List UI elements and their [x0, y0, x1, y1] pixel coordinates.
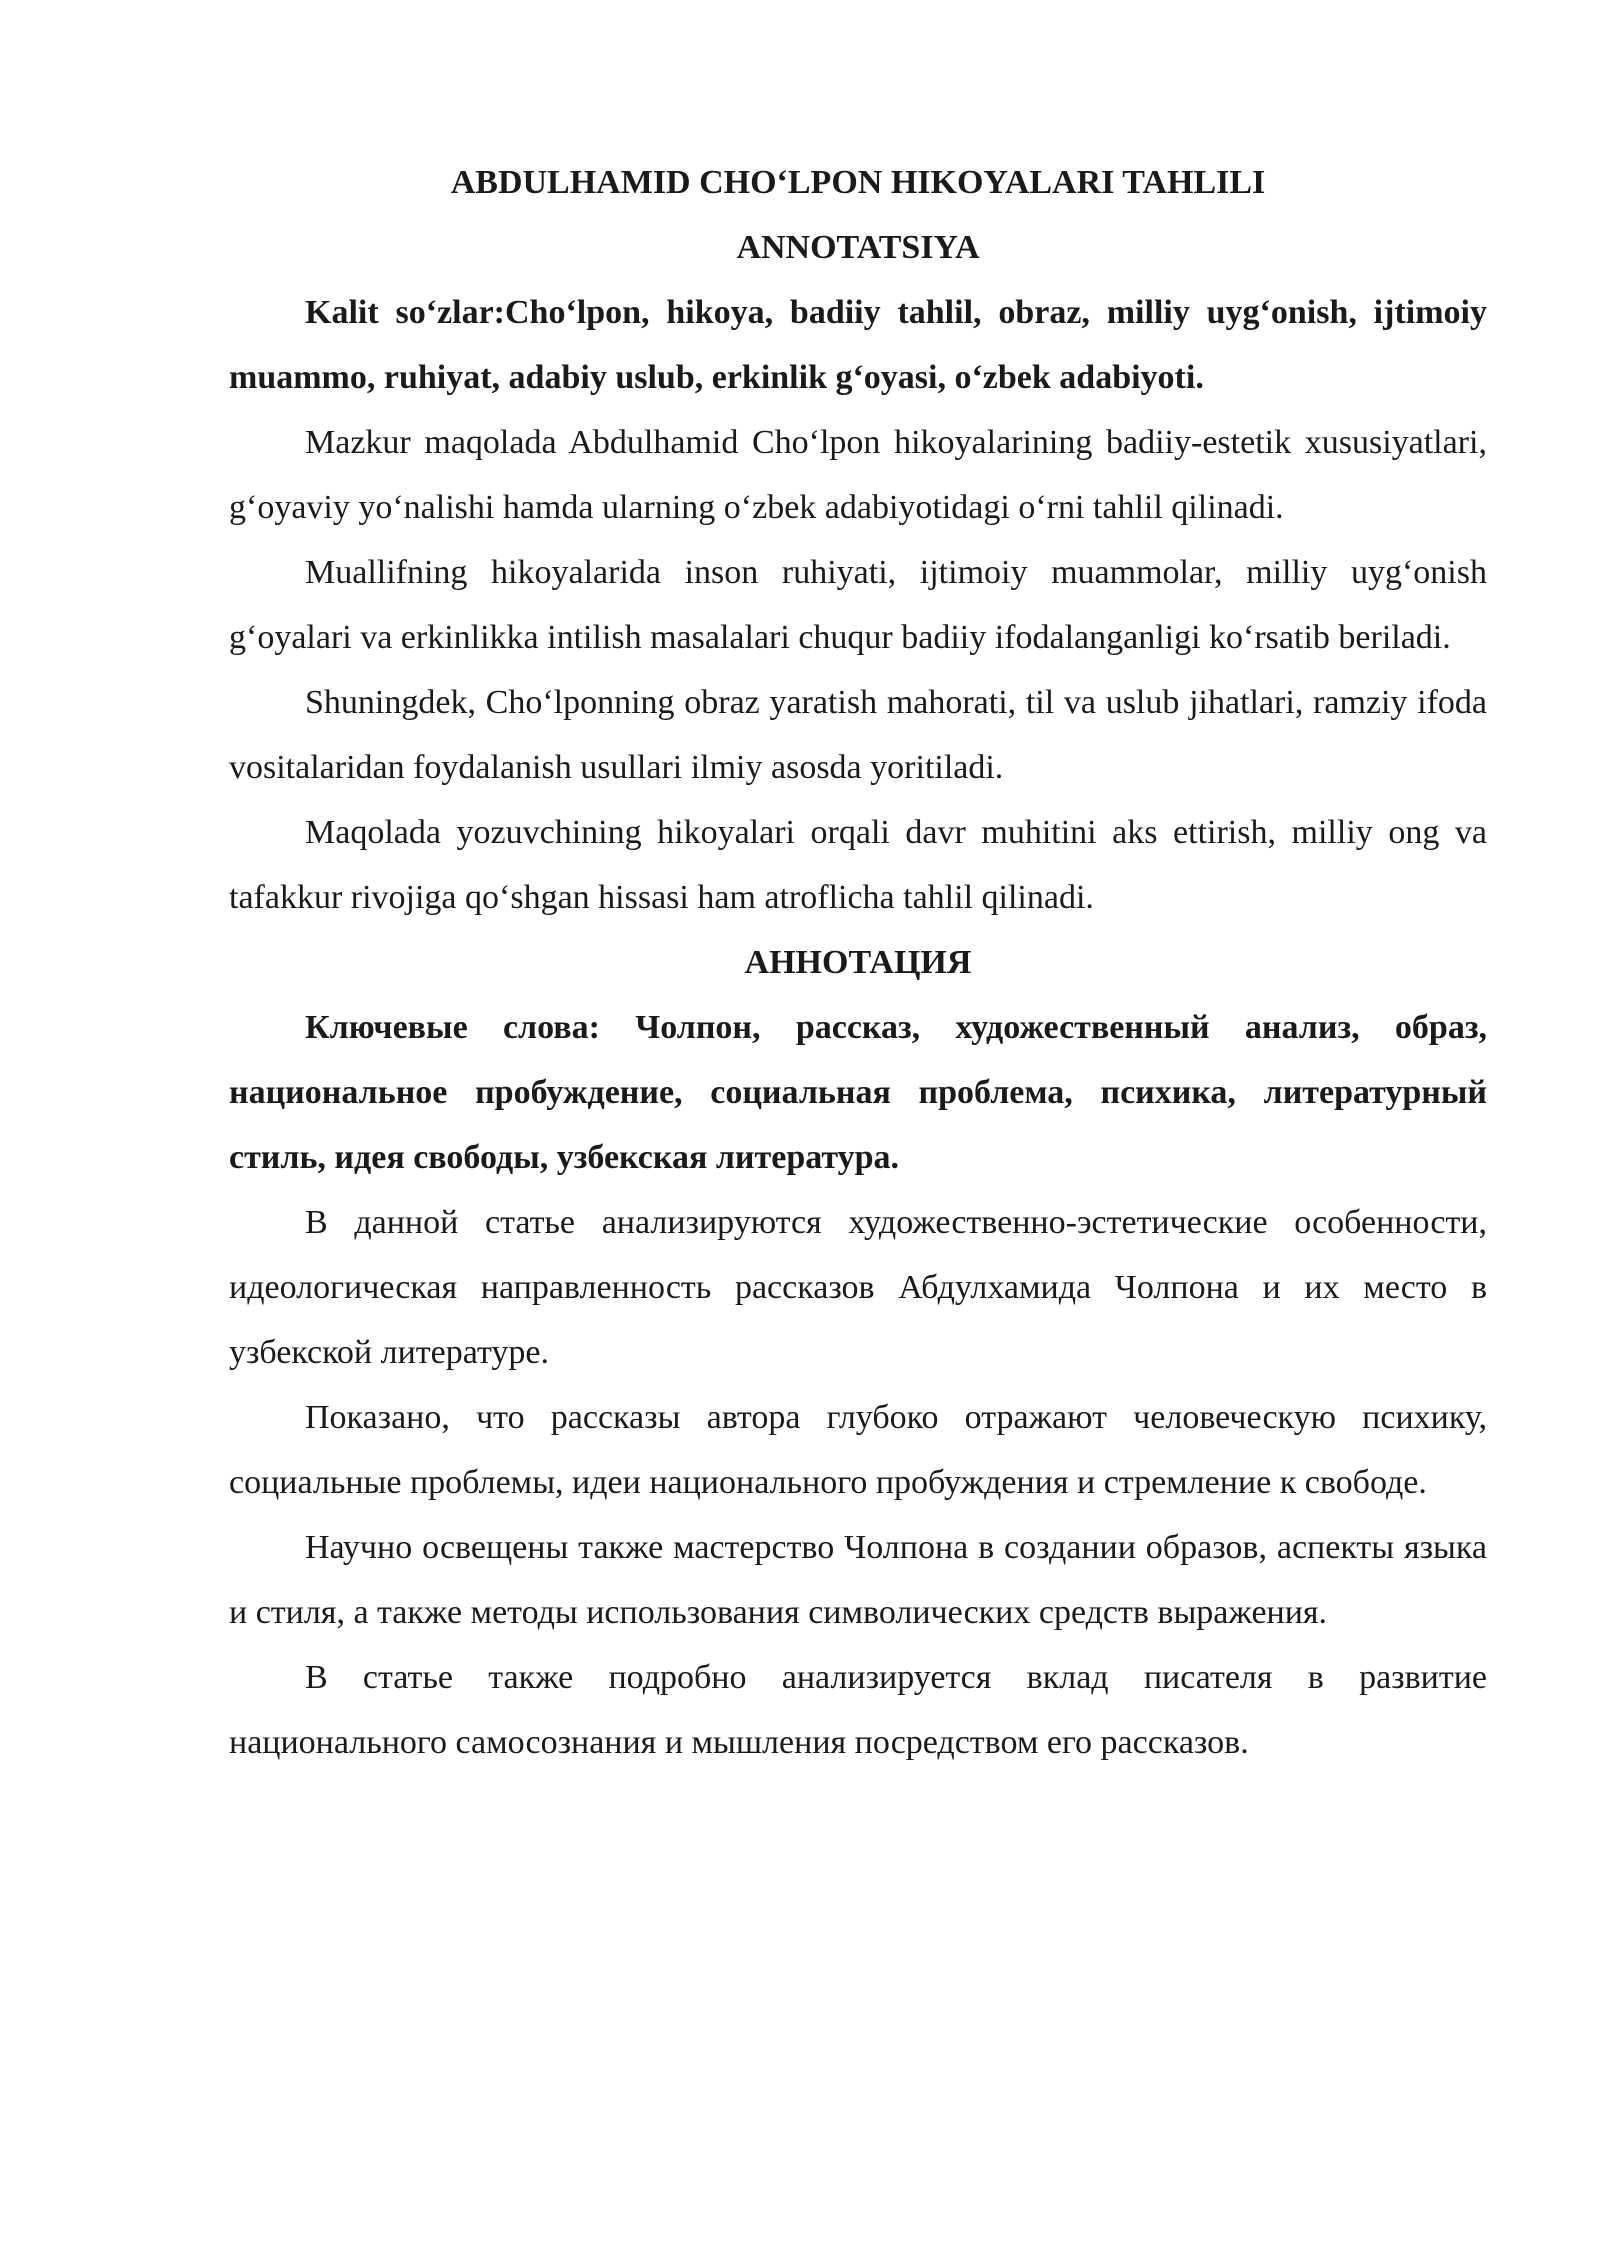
document-page — [229, 150, 1487, 1775]
uz-paragraph-4: Maqolada yozuvchining hikoyalari orqali davr muhitini aks ettirish, milliy ong va tafakkur rivojiga qo‘shgan hissasi ham atroflicha tahlil qilinadi. — [229, 814, 1487, 916]
uz-paragraph-3: Shuningdek, Cho‘lponning obraz yaratish mahorati, til va uslub jihatlari, ramziy ifoda vositalaridan foydalanish usullari ilmiy asosda yoritiladi. — [229, 684, 1487, 786]
document-title: ABDULHAMID CHO‘LPON HIKOYALARI TAHLILI — [450, 164, 1266, 201]
ru-paragraph-3: Научно освещены также мастерство Чолпона в создании образов, аспекты языка и стиля, а также методы использования символических средств выражения. — [229, 1529, 1487, 1631]
ru-paragraph-4: В статье также подробно анализируется вклад писателя в развитие национального самосознания и мышления посредством его рассказов. — [229, 1659, 1487, 1761]
ru-paragraph-1: В данной статье анализируются художественно-эстетические особенности, идеологическая направленность рассказов Абдулхамида Чолпона и их место в узбекской литературе. — [229, 1204, 1487, 1371]
uz-annotation-heading: ANNOTATSIYA — [736, 229, 980, 266]
ru-paragraph-2: Показано, что рассказы автора глубоко отражают человеческую психику, социальные проблемы, идеи национального пробуждения и стремление к свободе. — [229, 1399, 1487, 1501]
uz-paragraph-2: Muallifning hikoyalarida inson ruhiyati, ijtimoiy muammolar, milliy uyg‘onish g‘oyalari va erkinlikka intilish masalalari chuqur badiiy ifodalanganligi ko‘rsatib beriladi. — [229, 554, 1487, 656]
ru-annotation-heading: АННОТАЦИЯ — [744, 944, 972, 981]
ru-keywords: Ключевые слова: Чолпон, рассказ, художественный анализ, образ, национальное пробуждение, социальная проблема, психика, литературный стиль, идея свободы, узбекская литература. — [229, 1009, 1487, 1176]
uz-keywords: Kalit so‘zlar:Cho‘lpon, hikoya, badiiy tahlil, obraz, milliy uyg‘onish, ijtimoiy muammo, ruhiyat, adabiy uslub, erkinlik g‘oyasi, o‘zbek adabiyoti. — [229, 294, 1487, 396]
uz-paragraph-1: Mazkur maqolada Abdulhamid Cho‘lpon hikoyalarining badiiy-estetik xususiyatlari, g‘oyaviy yo‘nalishi hamda ularning o‘zbek adabiyotidagi o‘rni tahlil qilinadi. — [229, 424, 1487, 526]
